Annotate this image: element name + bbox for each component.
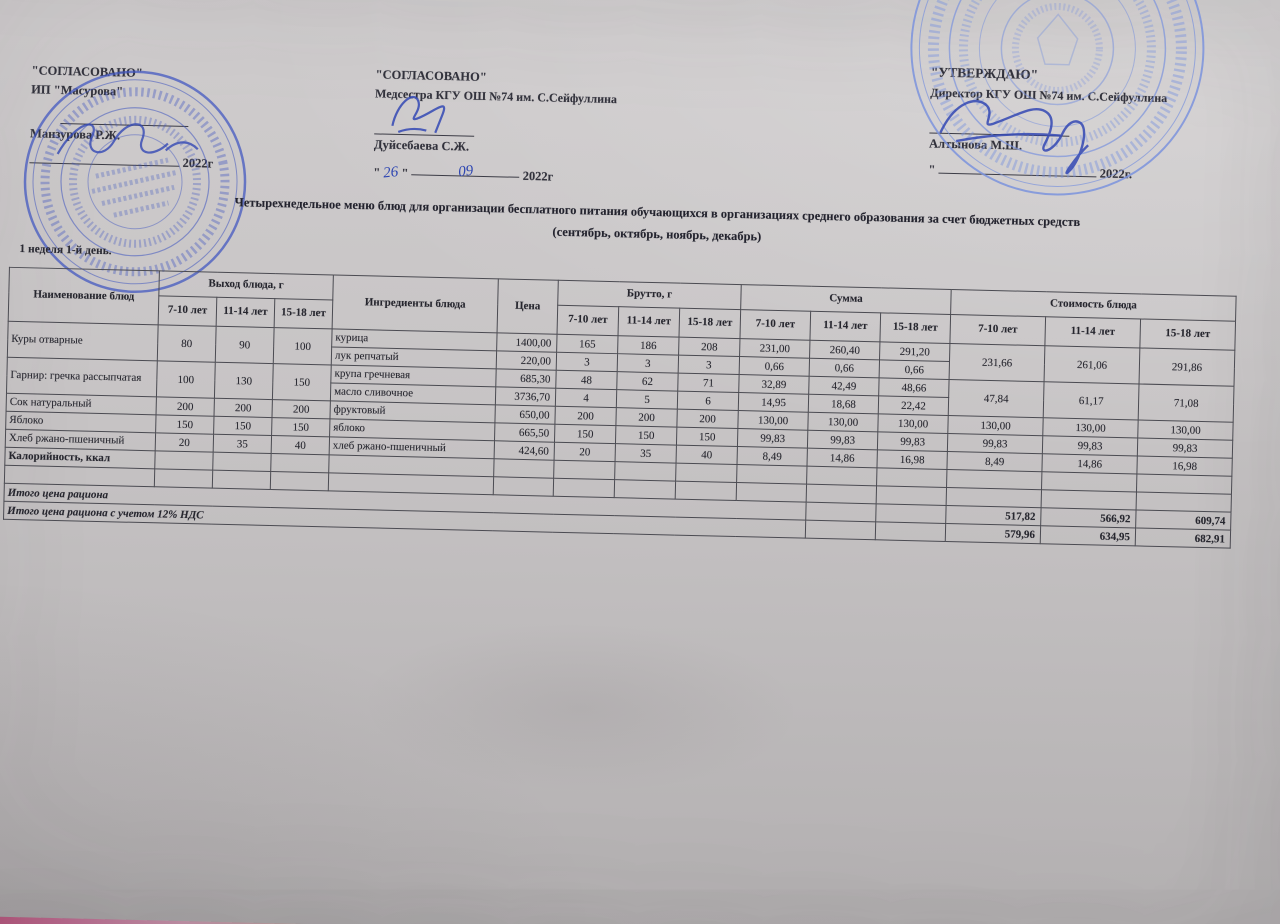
date-blank xyxy=(939,161,1097,178)
approval-org: Директор КГУ ОШ №74 им. С.Сейфуллина xyxy=(930,85,1168,105)
brutto-age2: 3 xyxy=(617,354,678,373)
sum-age3: 48,66 xyxy=(879,378,949,398)
empty-cell xyxy=(554,460,615,479)
empty-cell xyxy=(155,451,213,470)
cost-age2: 130,00 xyxy=(1043,418,1138,438)
total-age1: 517,82 xyxy=(946,505,1041,525)
header-price: Цена xyxy=(497,279,558,334)
sum-age1: 231,00 xyxy=(740,339,810,359)
cost-age1: 231,66 xyxy=(949,344,1045,382)
sum-age3: 99,83 xyxy=(877,432,947,452)
empty-cell xyxy=(615,462,676,481)
empty-cell xyxy=(876,486,946,506)
brutto-age2: 35 xyxy=(615,444,676,463)
brutto-age3: 71 xyxy=(678,373,739,392)
cost-age2: 99,83 xyxy=(1042,436,1137,456)
empty-cell xyxy=(805,520,875,540)
empty-cell xyxy=(154,469,212,488)
year-label: 2022г xyxy=(182,156,214,171)
total-age3: 609,74 xyxy=(1136,510,1231,530)
header-brutto: Брутто, г xyxy=(558,280,742,309)
approval-block-middle xyxy=(373,65,726,193)
empty-cell xyxy=(675,481,736,500)
sum-age2: 0,66 xyxy=(809,358,879,378)
empty-cell xyxy=(614,480,675,499)
header-ingredients: Ингредиенты блюда xyxy=(332,275,498,333)
cost-age3: 130,00 xyxy=(1138,420,1233,440)
empty-cell xyxy=(1137,474,1232,494)
empty-cell xyxy=(737,465,807,485)
empty-cell xyxy=(213,452,271,471)
year-label: 2022г xyxy=(522,169,554,184)
quote-mark: " xyxy=(373,165,381,180)
output-age3: 150 xyxy=(272,418,330,437)
empty-cell xyxy=(947,469,1042,489)
ingredient-name: крупа гречневая xyxy=(331,365,496,387)
dish-name: Сок натуральный xyxy=(6,393,156,415)
empty-cell xyxy=(553,478,614,497)
ingredient-name: курица xyxy=(332,329,497,351)
header-sum-age2: 11-14 лет xyxy=(810,311,881,342)
dish-name: Хлеб ржано-пшеничный xyxy=(5,429,155,451)
week-day-label: 1 неделя 1-й день. xyxy=(19,243,112,258)
sum-age1: 8,49 xyxy=(737,447,807,467)
brutto-age1: 48 xyxy=(556,370,617,389)
empty-cell xyxy=(212,470,270,489)
empty-cell xyxy=(875,522,945,542)
empty-cell xyxy=(1042,472,1137,492)
approval-block-left xyxy=(29,61,271,175)
header-output-age2: 11-14 лет xyxy=(216,297,275,327)
approval-status: "УТВЕРЖДАЮ" xyxy=(930,64,1039,83)
total-age3: 682,91 xyxy=(1135,528,1230,548)
ingredient-price: 424,60 xyxy=(494,441,554,460)
total-age1: 579,96 xyxy=(945,523,1040,543)
ingredient-price: 665,50 xyxy=(495,423,555,442)
brutto-age1: 200 xyxy=(555,406,616,425)
dish-name: Яблоко xyxy=(6,411,156,433)
ingredient-name: масло сливочное xyxy=(330,383,495,405)
total-age2: 566,92 xyxy=(1041,508,1136,528)
ingredient-name: лук репчатый xyxy=(331,347,496,369)
sum-age1: 14,95 xyxy=(738,393,808,413)
brutto-age3: 200 xyxy=(677,409,738,428)
header-output-age3: 15-18 лет xyxy=(274,299,333,329)
brutto-age3: 6 xyxy=(677,391,738,410)
document-title xyxy=(62,191,1253,256)
output-age1: 150 xyxy=(156,415,214,434)
header-brutto-age2: 11-14 лет xyxy=(618,307,680,337)
handwritten-month: 09 xyxy=(457,163,474,181)
empty-cell xyxy=(270,472,328,491)
empty-cell xyxy=(1136,492,1231,512)
header-sum-age1: 7-10 лет xyxy=(740,310,811,341)
menu-table xyxy=(3,267,1237,549)
output-age3: 200 xyxy=(272,400,330,419)
sum-age1: 0,66 xyxy=(739,357,809,377)
year-label: 2022г. xyxy=(1099,166,1133,182)
empty-cell xyxy=(806,484,876,504)
sum-age3: 130,00 xyxy=(878,414,948,434)
empty-cell xyxy=(946,487,1041,507)
cost-age2: 261,06 xyxy=(1044,346,1140,384)
header-cost-age3: 15-18 лет xyxy=(1140,319,1236,350)
output-age2: 130 xyxy=(214,362,273,399)
brutto-age1: 20 xyxy=(554,442,615,461)
output-age3: 150 xyxy=(272,364,331,401)
empty-cell xyxy=(1041,490,1136,510)
brutto-age2: 200 xyxy=(616,408,677,427)
approval-name: Манзурова Р.Ж. xyxy=(29,126,121,143)
brutto-age2: 150 xyxy=(615,426,676,445)
cost-age2: 14,86 xyxy=(1042,454,1137,474)
brutto-age1: 4 xyxy=(555,388,616,407)
sum-age2: 99,83 xyxy=(807,430,877,450)
header-output-age1: 7-10 лет xyxy=(158,296,217,326)
empty-cell xyxy=(807,466,877,486)
approval-name: Дуйсебаева С.Ж. xyxy=(373,137,470,154)
header-dish: Наименование блюд xyxy=(8,267,159,325)
sum-age2: 18,68 xyxy=(808,394,878,414)
sum-age1: 99,83 xyxy=(737,429,807,449)
empty-cell xyxy=(493,477,553,496)
kcal-label: Калорийность, ккал xyxy=(5,447,155,469)
sum-age3: 0,66 xyxy=(879,360,949,380)
date-line xyxy=(29,150,269,175)
output-age2: 150 xyxy=(214,416,272,435)
sum-age1: 130,00 xyxy=(738,411,808,431)
output-age1: 80 xyxy=(157,325,216,362)
empty-cell xyxy=(876,504,946,524)
output-age1: 100 xyxy=(156,361,215,398)
header-sum-age3: 15-18 лет xyxy=(880,313,951,344)
header-brutto-age1: 7-10 лет xyxy=(557,305,619,335)
photo-shadow xyxy=(359,617,803,797)
brutto-age2: 5 xyxy=(616,390,677,409)
approval-status: "СОГЛАСОВАНО" xyxy=(31,63,143,80)
cost-age1: 8,49 xyxy=(947,451,1042,471)
ingredient-price: 220,00 xyxy=(496,351,556,370)
empty-cell xyxy=(494,459,554,478)
output-age3: 100 xyxy=(273,328,332,365)
output-age2: 200 xyxy=(214,398,272,417)
ingredient-price: 3736,70 xyxy=(495,387,555,406)
dish-name: Куры отварные xyxy=(7,321,158,361)
sum-age3: 16,98 xyxy=(877,450,947,470)
brutto-age2: 62 xyxy=(617,372,678,391)
ingredient-price: 650,00 xyxy=(495,405,555,424)
sum-age2: 130,00 xyxy=(808,412,878,432)
brutto-age3: 40 xyxy=(676,445,737,464)
approval-org: Медсестра КГУ ОШ №74 им. С.Сейфуллина xyxy=(374,86,618,107)
cost-age1: 130,00 xyxy=(948,415,1043,435)
cost-age2: 61,17 xyxy=(1043,382,1139,420)
brutto-age1: 150 xyxy=(555,424,616,443)
header-cost-age2: 11-14 лет xyxy=(1045,317,1141,348)
total-label: Итого цена рациона xyxy=(4,483,806,520)
output-age1: 200 xyxy=(156,397,214,416)
ingredient-name: хлеб ржано-пшеничный xyxy=(329,437,494,459)
ingredient-price: 1400,00 xyxy=(497,333,557,352)
empty-cell xyxy=(676,463,737,482)
approval-block-right xyxy=(928,62,1280,187)
date-blank xyxy=(29,150,179,167)
empty-cell xyxy=(806,502,876,522)
date-line xyxy=(928,160,1278,188)
empty-cell xyxy=(877,468,947,488)
brutto-age3: 208 xyxy=(679,337,740,356)
ingredient-name: фруктовый xyxy=(330,401,495,423)
header-brutto-age3: 15-18 лет xyxy=(679,308,741,338)
sum-age3: 291,20 xyxy=(880,342,950,362)
output-age2: 90 xyxy=(215,326,274,363)
date-blank xyxy=(412,163,520,179)
header-cost: Стоимость блюда xyxy=(951,290,1237,322)
empty-cell xyxy=(736,483,806,503)
sum-age3: 22,42 xyxy=(878,396,948,416)
header-output: Выход блюда, г xyxy=(159,271,334,300)
document-title-line1: Четырехнедельное меню блюд для организации бесплатного питания обучающихся в организациях среднего образования за счет бюджетных средств xyxy=(234,195,1081,230)
quote-mark: " xyxy=(401,166,409,181)
sum-age1: 32,89 xyxy=(739,375,809,395)
sum-age2: 14,86 xyxy=(807,448,877,468)
output-age3: 40 xyxy=(271,436,329,455)
approval-org: ИП "Масурова" xyxy=(30,82,124,99)
empty-cell xyxy=(271,454,329,473)
dish-name: Гарнир: гречка рассыпчатая xyxy=(6,357,157,397)
brutto-age2: 186 xyxy=(618,336,679,355)
cost-age3: 71,08 xyxy=(1138,384,1234,422)
brutto-age3: 150 xyxy=(676,427,737,446)
approval-status: "СОГЛАСОВАНО" xyxy=(375,67,487,85)
handwritten-day: 26 xyxy=(382,164,400,182)
ingredient-price: 685,30 xyxy=(496,369,556,388)
ingredient-name: яблоко xyxy=(330,419,495,441)
cost-age1: 99,83 xyxy=(947,433,1042,453)
approval-name: Алтынова М.Ш. xyxy=(928,135,1023,153)
sum-age2: 42,49 xyxy=(809,376,879,396)
quote-mark: " xyxy=(928,162,936,177)
header-sum: Сумма xyxy=(741,285,952,315)
date-line xyxy=(373,162,723,193)
total-age2: 634,95 xyxy=(1040,526,1135,546)
output-age1: 20 xyxy=(155,433,213,452)
document-title-line2: (сентябрь, октябрь, ноябрь, декабрь) xyxy=(552,224,762,244)
brutto-age3: 3 xyxy=(678,355,739,374)
brutto-age1: 165 xyxy=(557,334,618,353)
brutto-age1: 3 xyxy=(556,352,617,371)
header-cost-age1: 7-10 лет xyxy=(950,315,1046,346)
cost-age3: 16,98 xyxy=(1137,456,1232,476)
output-age2: 35 xyxy=(213,434,271,453)
cost-age3: 99,83 xyxy=(1137,438,1232,458)
cost-age3: 291,86 xyxy=(1139,348,1235,386)
sum-age2: 260,40 xyxy=(810,340,880,360)
cost-age1: 47,84 xyxy=(948,379,1044,417)
total-label: Итого цена рациона с учетом 12% НДС xyxy=(4,501,806,538)
